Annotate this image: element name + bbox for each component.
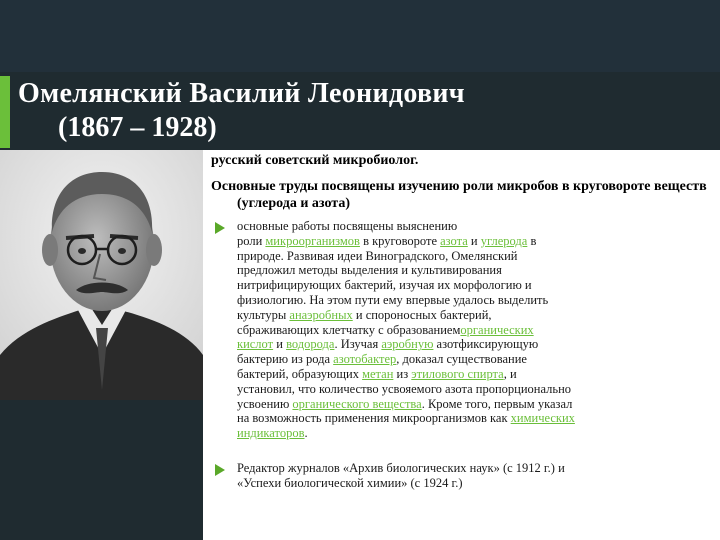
text-run: на возможность применения микроорганизмов как (237, 411, 511, 426)
hyperlink[interactable]: метан (362, 366, 394, 381)
text-line (237, 308, 715, 323)
text-line (237, 411, 715, 426)
hyperlink[interactable]: индикаторов (237, 426, 305, 441)
text-line (237, 461, 715, 476)
text-run: из (393, 366, 412, 381)
title-name: Омелянский Василий Леонидович (18, 78, 465, 109)
text-run: «Успехи биологической химии» (с 1924 г.) (237, 475, 463, 490)
text-line (237, 249, 715, 264)
hyperlink[interactable]: микроорганизмов (265, 233, 360, 248)
text-run: роли (237, 233, 266, 248)
text-line (237, 382, 715, 397)
title-accent-bar (0, 76, 10, 148)
hyperlink[interactable]: азота (440, 233, 468, 248)
title-years: (1867 – 1928) (58, 112, 217, 143)
text-run: . (304, 426, 308, 441)
text-run: сбраживающих клетчатку с образованием (237, 322, 461, 337)
bullet-journals (215, 461, 715, 491)
text-run: в круговороте (359, 233, 441, 248)
text-line (237, 323, 715, 338)
intro-works: Основные труды посвящены изучению роли микробов в круговороте веществ (углерода и азота) (211, 179, 707, 211)
text-run: бактерий, образующих (237, 366, 363, 381)
hyperlink[interactable]: органических (460, 322, 534, 337)
text-run: основные работы посвящены выяснению (237, 219, 458, 233)
bullet-main-works-text (237, 219, 715, 441)
text-line (237, 219, 715, 234)
text-run: культуры (237, 307, 290, 322)
text-line (237, 234, 715, 249)
text-run: физиологию. На этом пути ему впервые удалось выделить (237, 292, 549, 307)
text-run: природе. Развивая идеи Виноградского, Омелянский (237, 248, 518, 263)
text-line (237, 426, 715, 441)
text-run: нитрифицирующих бактерий, изучая их морфологию и (237, 278, 532, 293)
bullet-main-works (215, 219, 715, 441)
text-run: усвоению (237, 396, 293, 411)
text-run: . Изучая (334, 337, 382, 352)
text-line (237, 337, 715, 352)
text-run: Редактор журналов «Архив биологических наук» (с 1912 г.) и (237, 461, 565, 475)
hyperlink[interactable]: кислот (237, 337, 274, 352)
intro-role: русский советский микробиолог. (211, 153, 419, 168)
slide-title (18, 78, 465, 144)
hyperlink[interactable]: аэробную (381, 337, 434, 352)
text-run: в (527, 233, 537, 248)
hyperlink[interactable]: азотобактер (333, 352, 397, 367)
text-line (237, 352, 715, 367)
text-run: и (273, 337, 287, 352)
triangle-arrow-right-icon (215, 464, 225, 476)
text-line (237, 263, 715, 278)
text-run: , и (503, 366, 517, 381)
text-run: и спороносных бактерий, (352, 307, 492, 322)
text-run: предложил методы выделения и культивирования (237, 263, 502, 278)
triangle-arrow-right-icon (215, 222, 225, 234)
content-panel (203, 150, 720, 540)
text-run: , доказал существование (396, 352, 527, 367)
text-run: азотфиксирующую (433, 337, 539, 352)
hyperlink[interactable]: углерода (480, 233, 528, 248)
hyperlink[interactable]: этилового спирта (411, 366, 504, 381)
text-line (237, 367, 715, 382)
hyperlink[interactable]: органического вещества (292, 396, 422, 411)
text-line (237, 476, 715, 491)
text-run: установил, что количество усвояемого азота пропорционально (237, 381, 572, 396)
text-line (237, 397, 715, 412)
intro-block (211, 152, 711, 212)
hyperlink[interactable]: химических (510, 411, 575, 426)
text-line (237, 278, 715, 293)
hyperlink[interactable]: анаэробных (289, 307, 353, 322)
text-run: . Кроме того, первым указал (421, 396, 573, 411)
text-line (237, 293, 715, 308)
text-run: и (467, 233, 481, 248)
hyperlink[interactable]: водорода (286, 337, 335, 352)
header-band (0, 0, 720, 72)
bullet-journals-text (237, 461, 715, 491)
portrait-photo (0, 150, 203, 400)
text-run: бактерию из рода (237, 352, 334, 367)
